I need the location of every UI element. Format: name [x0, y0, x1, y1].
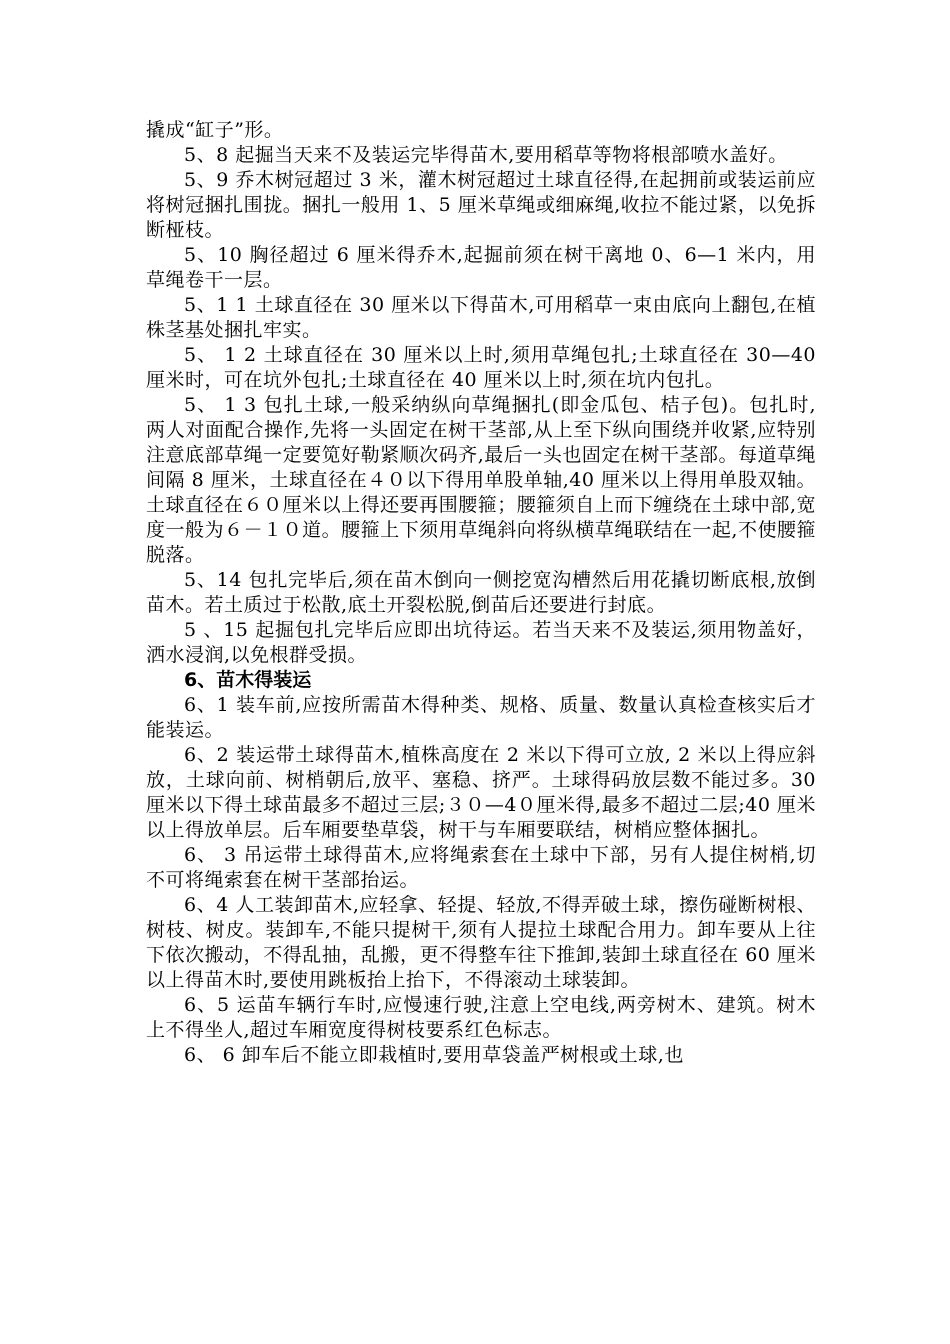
paragraph-5-11: 5、1 1 土球直径在 30 厘米以下得苗木,可用稻草一束由底向上翻包,在植株茎基处捆扎牢实。: [146, 294, 816, 341]
paragraph-6-6: 6、 6 卸车后不能立即栽植时,要用草袋盖严树根或土球,也: [184, 1044, 684, 1066]
document-body: [146, 118, 816, 1068]
paragraph-6-1: 6、1 装车前,应按所需苗木得种类、规格、质量、数量认真检查核实后才能装运。: [146, 694, 816, 741]
paragraph-5-13: 5、 1 3 包扎土球,一般采纳纵向草绳捆扎(即金瓜包、桔子包)。包扎时,两人对面配合操作,先将一头固定在树干茎部,从上至下纵向围绕并收紧,应特别注意底部草绳一定要笕好勒紧顺次码齐,最后一头也固定在树干茎部。每道草绳间隔 8 厘米，土球直径在４０以下得用单股单轴,40 厘米以上得用单股双轴。土球直径在６０厘米以上得还要再围腰箍；腰箍须自上而下缠绕在土球中部,宽度一般为６－１０道。腰箍上下须用草绳斜向将纵横草绳联结在一起,不使腰箍脱落。: [146, 394, 816, 566]
paragraph-6-3: 6、 3 吊运带土球得苗木,应将绳索套在土球中下部，另有人提住树梢,切不可将绳索套在树干茎部抬运。: [146, 844, 816, 891]
section-heading: 6、苗木得装运: [184, 669, 312, 691]
paragraph-6-5: 6、5 运苗车辆行车时,应慢速行驶,注意上空电线,两旁树木、建筑。树木上不得坐人,超过车厢宽度得树枝要系红色标志。: [146, 994, 816, 1041]
paragraph-5-15: 5 、15 起掘包扎完毕后应即出坑待运。若当天来不及装运,须用物盖好，洒水浸润,以免根群受损。: [146, 619, 816, 666]
paragraph-5-9: 5、9 乔木树冠超过 3 米，灌木树冠超过土球直径得,在起拥前或装运前应将树冠捆扎围拢。捆扎一般用 1、5 厘米草绳或细麻绳,收拉不能过紧，以免拆断桠枝。: [146, 169, 816, 241]
paragraph-5-8: 5、8 起掘当天来不及装运完毕得苗木,要用稻草等物将根部喷水盖好。: [184, 144, 788, 166]
paragraph-6-2: 6、2 装运带土球得苗木,植株高度在 2 米以下得可立放, 2 米以上得应斜放，土球向前、树梢朝后,放平、塞稳、挤严。土球得码放层数不能过多。30 厘米以下得土球苗最多不超过三层;３０—4０厘米得,最多不超过二层;40 厘米以上得放单层。后车厢要垫草袋，树干与车厢要联结，树梢应整体捆扎。: [146, 744, 816, 841]
paragraph-6-4: 6、4 人工装卸苗木,应轻拿、轻提、轻放,不得弄破土球，擦伤碰断树根、树枝、树皮。装卸车,不能只提树干,须有人提拉土球配合用力。卸车要从上往下依次搬动，不得乱抽，乱搬，更不得整车往下推卸,装卸土球直径在 60 厘米以上得苗木时,要使用跳板抬上抬下，不得滚动土球装卸。: [146, 894, 816, 991]
paragraph-5-7-continuation: 撬成“缸子”形。: [146, 119, 284, 141]
paragraph-5-12: 5、 1 2 土球直径在 30 厘米以上时,须用草绳包扎;土球直径在 30—40 厘米时，可在坑外包扎;土球直径在 40 厘米以上时,须在坑内包扎。: [146, 344, 816, 391]
paragraph-5-14: 5、14 包扎完毕后,须在苗木倒向一侧挖宽沟槽然后用花撬切断底根,放倒苗木。若土质过于松散,底土开裂松脱,倒苗后还要进行封底。: [146, 569, 816, 616]
paragraph-5-10: 5、10 胸径超过 6 厘米得乔木,起掘前须在树干离地 0、6—1 米内，用草绳卷干一层。: [146, 244, 816, 291]
